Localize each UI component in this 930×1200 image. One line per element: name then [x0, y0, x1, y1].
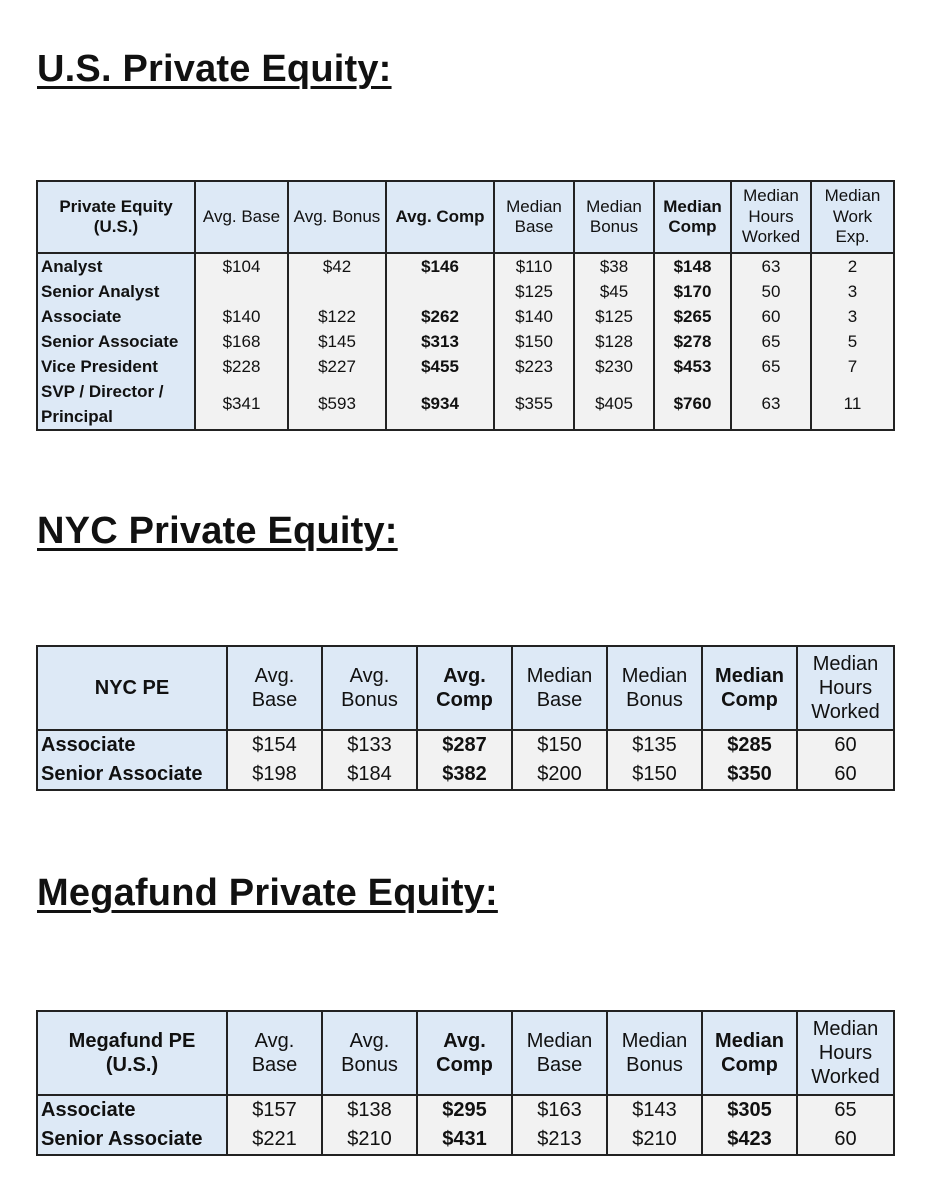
col-avg-base: Avg. Base: [195, 181, 288, 253]
cell: $230: [574, 354, 654, 379]
col-avg-comp: Avg. Comp: [386, 181, 494, 253]
cell: $45: [574, 279, 654, 304]
cell: $133: [322, 730, 417, 760]
us-pe-heading: U.S. Private Equity:: [37, 48, 392, 90]
cell: $221: [227, 1125, 322, 1155]
cell: $38: [574, 253, 654, 279]
cell: 60: [731, 304, 811, 329]
cell: $210: [607, 1125, 702, 1155]
cell: $593: [288, 379, 386, 430]
cell: $405: [574, 379, 654, 430]
cell: $163: [512, 1095, 607, 1125]
cell: 60: [797, 1125, 894, 1155]
cell: $125: [494, 279, 574, 304]
cell: $455: [386, 354, 494, 379]
cell: $350: [702, 760, 797, 790]
cell: $198: [227, 760, 322, 790]
cell: $305: [702, 1095, 797, 1125]
cell: $42: [288, 253, 386, 279]
cell: $140: [195, 304, 288, 329]
cell: $285: [702, 730, 797, 760]
cell: 2: [811, 253, 894, 279]
nyc-pe-heading: NYC Private Equity:: [37, 510, 398, 552]
table-row: [37, 379, 894, 430]
col-median-bonus: Median Bonus: [574, 181, 654, 253]
table-row: [37, 730, 894, 760]
row-label: Analyst: [37, 253, 195, 279]
col-median-comp: Median Comp: [702, 1011, 797, 1095]
col-median-comp: Median Comp: [702, 646, 797, 730]
cell: 65: [731, 329, 811, 354]
corner-label: Private Equity (U.S.): [37, 181, 195, 253]
cell: $295: [417, 1095, 512, 1125]
header-row: [37, 1011, 894, 1095]
cell: $143: [607, 1095, 702, 1125]
row-label: Senior Associate: [37, 1125, 227, 1155]
megafund-pe-table: [36, 1010, 895, 1156]
row-label: Associate: [37, 730, 227, 760]
cell: 60: [797, 730, 894, 760]
cell: 3: [811, 279, 894, 304]
col-median-base: Median Base: [512, 646, 607, 730]
cell: $223: [494, 354, 574, 379]
cell: $228: [195, 354, 288, 379]
table-row: [37, 1125, 894, 1155]
col-median-hours: Median Hours Worked: [731, 181, 811, 253]
cell: $210: [322, 1125, 417, 1155]
col-avg-base: Avg. Base: [227, 646, 322, 730]
col-avg-base: Avg. Base: [227, 1011, 322, 1095]
cell: $104: [195, 253, 288, 279]
cell: $138: [322, 1095, 417, 1125]
header-row: [37, 181, 894, 253]
row-label: Vice President: [37, 354, 195, 379]
cell: 65: [731, 354, 811, 379]
row-label: Associate: [37, 304, 195, 329]
cell: 63: [731, 379, 811, 430]
cell: [195, 279, 288, 304]
col-avg-bonus: Avg. Bonus: [288, 181, 386, 253]
col-avg-comp: Avg. Comp: [417, 1011, 512, 1095]
col-avg-comp: Avg. Comp: [417, 646, 512, 730]
cell: 11: [811, 379, 894, 430]
cell: $135: [607, 730, 702, 760]
cell: 65: [797, 1095, 894, 1125]
cell: $934: [386, 379, 494, 430]
row-label: Senior Analyst: [37, 279, 195, 304]
row-label: Senior Associate: [37, 760, 227, 790]
cell: $262: [386, 304, 494, 329]
cell: $184: [322, 760, 417, 790]
table-row: [37, 279, 894, 304]
cell: 7: [811, 354, 894, 379]
cell: $313: [386, 329, 494, 354]
cell: $423: [702, 1125, 797, 1155]
col-median-base: Median Base: [494, 181, 574, 253]
table-row: [37, 760, 894, 790]
cell: $150: [494, 329, 574, 354]
cell: $760: [654, 379, 731, 430]
cell: $140: [494, 304, 574, 329]
col-median-bonus: Median Bonus: [607, 646, 702, 730]
cell: $125: [574, 304, 654, 329]
col-median-hours: Median Hours Worked: [797, 646, 894, 730]
header-row: [37, 646, 894, 730]
table-row: [37, 1095, 894, 1125]
cell: 3: [811, 304, 894, 329]
nyc-pe-table: [36, 645, 895, 791]
col-median-base: Median Base: [512, 1011, 607, 1095]
cell: $170: [654, 279, 731, 304]
col-median-work-exp: Median Work Exp.: [811, 181, 894, 253]
cell: 60: [797, 760, 894, 790]
cell: $278: [654, 329, 731, 354]
corner-label: NYC PE: [37, 646, 227, 730]
cell: $287: [417, 730, 512, 760]
cell: $157: [227, 1095, 322, 1125]
cell: $341: [195, 379, 288, 430]
cell: 5: [811, 329, 894, 354]
cell: 63: [731, 253, 811, 279]
cell: $265: [654, 304, 731, 329]
cell: $213: [512, 1125, 607, 1155]
cell: $168: [195, 329, 288, 354]
cell: $150: [512, 730, 607, 760]
cell: [288, 279, 386, 304]
table-row: [37, 354, 894, 379]
cell: $227: [288, 354, 386, 379]
cell: $128: [574, 329, 654, 354]
row-label: Senior Associate: [37, 329, 195, 354]
table-row: [37, 304, 894, 329]
col-avg-bonus: Avg. Bonus: [322, 1011, 417, 1095]
us-pe-table: [36, 180, 895, 431]
cell: [386, 279, 494, 304]
cell: $154: [227, 730, 322, 760]
table-row: [37, 253, 894, 279]
cell: $145: [288, 329, 386, 354]
cell: $355: [494, 379, 574, 430]
cell: $110: [494, 253, 574, 279]
col-median-bonus: Median Bonus: [607, 1011, 702, 1095]
cell: $382: [417, 760, 512, 790]
cell: $431: [417, 1125, 512, 1155]
cell: $122: [288, 304, 386, 329]
corner-label: Megafund PE (U.S.): [37, 1011, 227, 1095]
cell: $453: [654, 354, 731, 379]
cell: 50: [731, 279, 811, 304]
cell: $200: [512, 760, 607, 790]
cell: $150: [607, 760, 702, 790]
megafund-pe-heading: Megafund Private Equity:: [37, 872, 498, 914]
cell: $146: [386, 253, 494, 279]
cell: $148: [654, 253, 731, 279]
table-row: [37, 329, 894, 354]
col-median-comp: Median Comp: [654, 181, 731, 253]
row-label: Associate: [37, 1095, 227, 1125]
row-label: SVP / Director / Principal: [37, 379, 195, 430]
col-median-hours: Median Hours Worked: [797, 1011, 894, 1095]
col-avg-bonus: Avg. Bonus: [322, 646, 417, 730]
